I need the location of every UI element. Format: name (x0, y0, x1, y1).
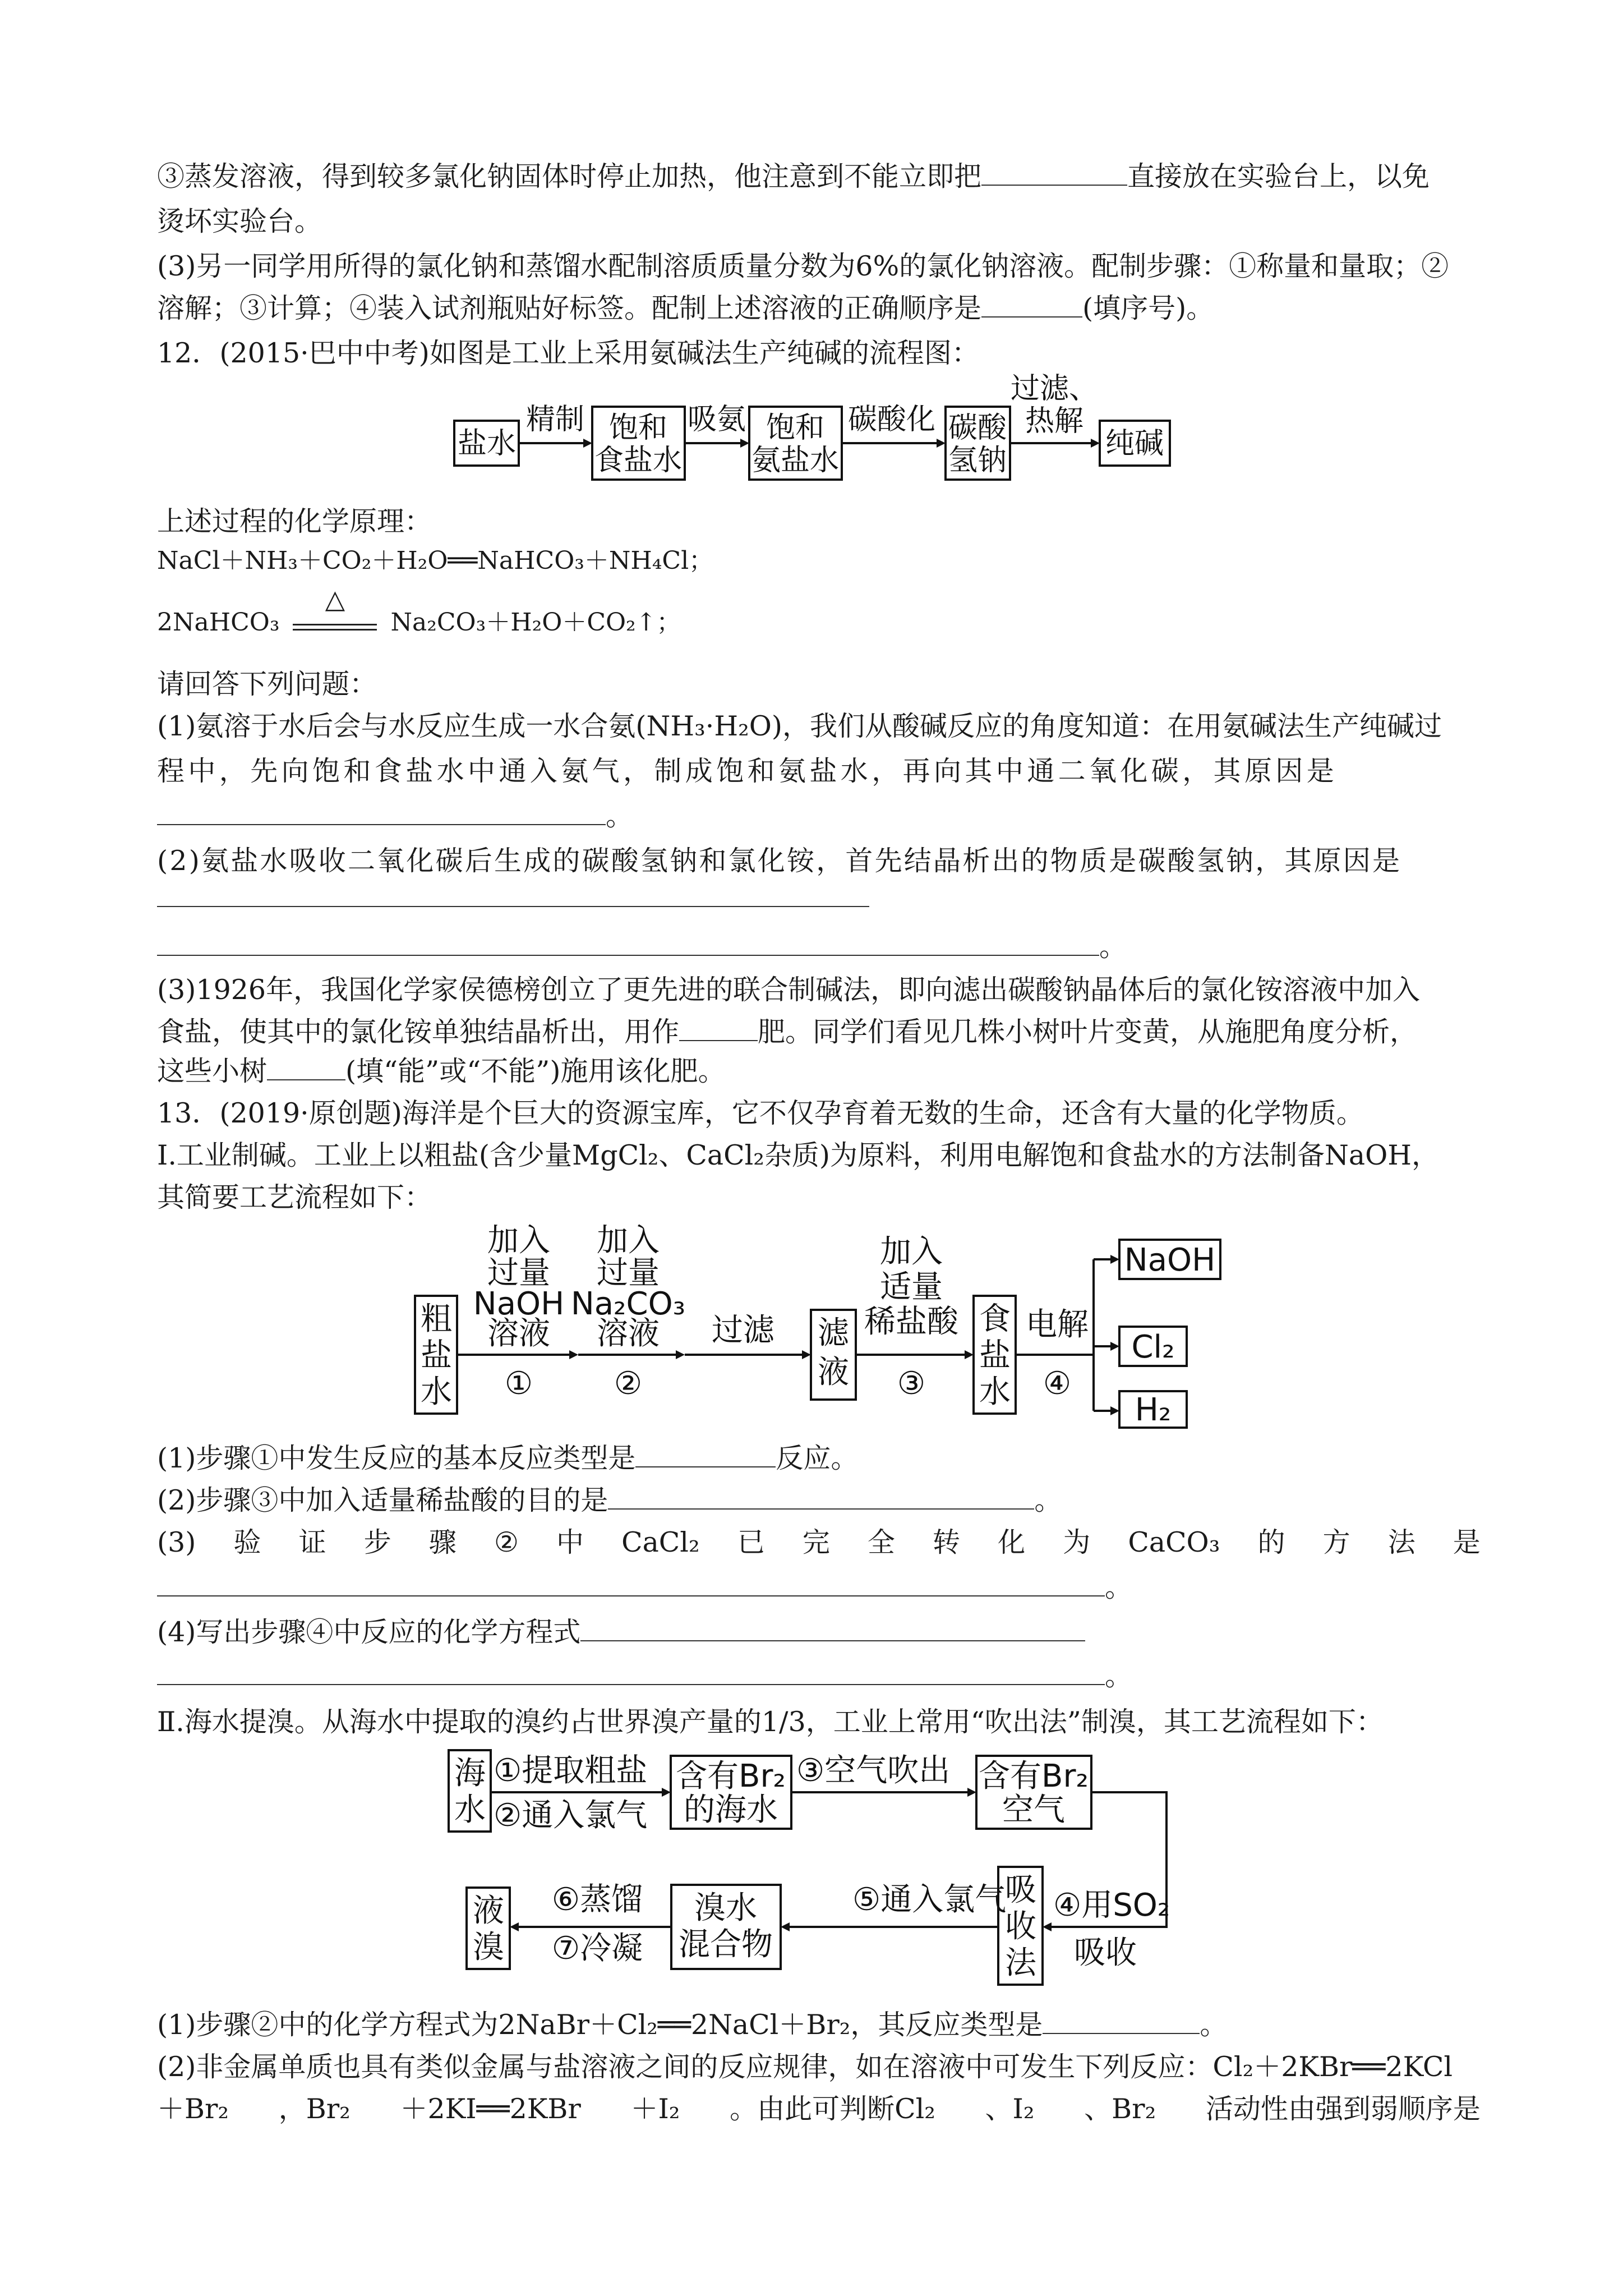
arrow-head (569, 1350, 578, 1359)
flow-arrow-label: 溶液 (487, 1315, 550, 1352)
text-line: (1)氨溶于水后会与水反应生成一水合氨(NH₃·H₂O)，我们从酸碱反应的角度知道：在用氨碱法生产纯碱过 (157, 710, 1442, 742)
flow-box-label: 盐 (979, 1337, 1011, 1374)
text-line (157, 292, 1214, 325)
answer-blank[interactable] (267, 1075, 345, 1080)
equation-product: Na₂CO₃＋H₂O＋CO₂↑； (390, 608, 681, 637)
flow-box-label: 滤 (818, 1315, 849, 1351)
arrow-head (937, 439, 946, 448)
answer-blank[interactable] (157, 906, 869, 907)
flow-box-label: NaOH (1124, 1242, 1216, 1278)
equation-2 (157, 584, 681, 639)
text-span: 直接放在实验台上，以免 (1127, 160, 1430, 192)
flow-arrow-label: ⑦冷凝 (551, 1930, 643, 1967)
arrow-head (802, 1350, 811, 1359)
flow-arrow-label: 适量 (880, 1269, 943, 1305)
text-line (157, 2008, 1227, 2042)
flow-box-label: 海 (454, 1755, 486, 1792)
text-span: 。 (606, 800, 634, 832)
step-number: ② (614, 1365, 643, 1402)
arrow-head (740, 439, 749, 448)
text-span: 完 (802, 1526, 830, 1558)
equation-condition (293, 584, 377, 631)
flow-box-label: 粗 (421, 1301, 452, 1337)
text-line (157, 1659, 1132, 1693)
flow-box-label: 空气 (1002, 1792, 1065, 1828)
answer-blank[interactable] (157, 1680, 1105, 1685)
flow-arrow-label: 碳酸化 (847, 403, 936, 436)
text-span: ＋Br₂ (157, 2093, 229, 2125)
text-span: 。由此可判断Cl₂ (730, 2093, 935, 2125)
flow-arrow-label: ③空气吹出 (796, 1752, 951, 1789)
arrow-head (662, 1788, 671, 1797)
question-13-title: 13．(2019·原创题)海洋是个巨大的资源宝库，它不仅孕育着无数的生命，还含有大量的化学物质。 (157, 1097, 1364, 1129)
answer-blank[interactable] (157, 1591, 1105, 1596)
text-line: 烫坏实验台。 (157, 205, 322, 237)
flow-box-label: 的海水 (684, 1792, 778, 1828)
flow-box-label: 含有Br₂ (979, 1758, 1089, 1795)
answer-blank[interactable] (157, 950, 1099, 956)
answer-blank[interactable] (1043, 2028, 1200, 2034)
text-span: ＋2KI══2KBr (400, 2093, 581, 2125)
equals-bar (293, 624, 377, 631)
text-span: 。 (1034, 1484, 1062, 1516)
arrow-head (1110, 1342, 1119, 1351)
text-span: 活动性由强到弱顺序是 (1205, 2093, 1481, 2125)
text-span: (2)步骤③中加入适量稀盐酸的目的是 (157, 1484, 608, 1516)
flow-box-label: 纯碱 (1105, 427, 1164, 461)
text-span: 证 (298, 1526, 326, 1558)
flow-box-label: 水 (421, 1374, 452, 1410)
text-span: (3) (157, 1526, 196, 1558)
text-span: (4)写出步骤④中反应的化学方程式 (157, 1616, 581, 1648)
flow-box-label: 溴 (473, 1929, 504, 1966)
text-span: 化 (998, 1526, 1026, 1558)
flow-box-label: 吸 (1005, 1872, 1036, 1908)
text-line-justified (157, 2092, 1481, 2126)
text-span: (1)步骤①中发生反应的基本反应类型是 (157, 1442, 636, 1474)
text-span: 法 (1387, 1526, 1415, 1558)
flow-box-label: 溴水 (694, 1890, 757, 1926)
arrow-head (1110, 1255, 1119, 1264)
arrow-head (676, 1350, 685, 1359)
text-span: 验 (233, 1526, 261, 1558)
arrow-head (1091, 439, 1100, 448)
text-span: ③蒸发溶液，得到较多氯化钠固体时停止加热，他注意到不能立即把 (157, 160, 982, 192)
arrow-head (1043, 1922, 1052, 1931)
text-span: ② (494, 1526, 519, 1558)
arrow-head (967, 1788, 976, 1797)
flow-box-label: 盐 (421, 1337, 452, 1374)
flow-box-label: 氨盐水 (751, 444, 840, 477)
text-line: (3)1926年，我国化学家侯德榜创立了更先进的联合制碱法，即向滤出碳酸钠晶体后的氯化铵溶液中加入 (157, 974, 1421, 1006)
text-span: 肥。同学们看见几株小树叶片变黄，从施肥角度分析， (758, 1016, 1418, 1048)
question-12-title: 12．(2015·巴中中考)如图是工业上采用氨碱法生产纯碱的流程图： (157, 337, 979, 369)
text-span: 这些小树 (157, 1055, 268, 1087)
text-span: ＋I₂ (630, 2093, 680, 2125)
text-line: Ⅰ.工业制碱。工业上以粗盐(含少量MgCl₂、CaCl₂杂质)为原料，利用电解饱和食盐水的方法制备NaOH， (157, 1139, 1440, 1171)
text-line (157, 930, 1127, 964)
text-span: 、Br₂ (1084, 2093, 1156, 2125)
text-line: (3)另一同学用所得的氯化钠和蒸馏水配制溶质质量分数为6%的氯化钠溶液。配制步骤：①称量和量取；② (157, 250, 1449, 282)
flow-arrow-label: 过滤 (712, 1312, 774, 1349)
flow-arrow-label: ②通入氯气 (494, 1797, 648, 1834)
text-line: 其简要工艺流程如下： (157, 1181, 432, 1213)
flow-arrow-label: 过滤、 (1010, 372, 1099, 406)
flow-box-label: 水 (979, 1374, 1011, 1410)
flow-box-label: 饱和 (766, 411, 825, 445)
flow-box-label: 收 (1005, 1908, 1036, 1945)
flow-box-label: 食盐水 (594, 444, 683, 477)
text-line: 请回答下列问题： (157, 668, 377, 700)
text-span: (1)步骤②中的化学方程式为2NaBr＋Cl₂══2NaCl＋Br₂，其反应类型是 (157, 2009, 1043, 2041)
caustic-soda-flow-diagram (393, 1217, 1234, 1430)
answer-blank[interactable] (981, 180, 1127, 186)
text-span: 是 (1453, 1526, 1481, 1558)
text-span: 。 (1105, 1660, 1133, 1692)
text-line: (2)氨盐水吸收二氧化碳后生成的碳酸氢钠和氯化铵，首先结晶析出的物质是碳酸氢钠，其原因是 (157, 845, 1402, 877)
answer-blank[interactable] (981, 312, 1082, 318)
equation-1: NaCl＋NH₃＋CO₂＋H₂O══NaHCO₃＋NH₄Cl； (157, 546, 714, 575)
flow-arrow-label: 电解 (1026, 1306, 1089, 1343)
flow-box-label: 盐水 (457, 427, 517, 461)
heat-symbol: △ (325, 584, 345, 614)
arrow-head (510, 1922, 519, 1931)
flow-arrow-label: 过量 (597, 1255, 660, 1291)
answer-blank[interactable] (608, 1504, 1034, 1510)
text-span: 已 (737, 1526, 765, 1558)
text-span: 骤 (428, 1526, 457, 1558)
text-span: 转 (933, 1526, 961, 1558)
text-span: 。 (1099, 931, 1127, 963)
flow-arrow-label: 加入 (597, 1222, 660, 1259)
flow-box-label: H₂ (1135, 1392, 1172, 1428)
flow-arrow-label: 溶液 (597, 1315, 660, 1352)
answer-blank[interactable] (635, 1462, 776, 1467)
flow-arrow-label: ⑥蒸馏 (551, 1881, 643, 1918)
text-span: 反应。 (776, 1442, 859, 1474)
answer-blank[interactable] (157, 820, 606, 825)
text-span: 全 (867, 1526, 895, 1558)
flow-box-label: 液 (473, 1893, 504, 1929)
text-span: 。 (1105, 1571, 1133, 1603)
flow-box-label: 食 (979, 1301, 1011, 1337)
text-span: 食盐，使其中的氯化铵单独结晶析出，用作 (157, 1016, 680, 1048)
flow-arrow-label: 吸收 (1074, 1935, 1137, 1971)
answer-blank[interactable] (580, 1636, 1085, 1641)
text-line: (2)非金属单质也具有类似金属与盐溶液之间的反应规律，如在溶液中可发生下列反应：Cl₂＋2KBr══2KCl (157, 2051, 1453, 2083)
text-line (157, 1442, 858, 1475)
equation-reactant: 2NaHCO₃ (157, 608, 280, 637)
flow-arrow-label: 稀盐酸 (864, 1304, 958, 1340)
flow-box-label: 混合物 (679, 1926, 773, 1963)
flow-box-label: 水 (454, 1792, 486, 1828)
flow-arrow-label: ⑤通入氯气 (852, 1881, 1007, 1918)
step-number: ④ (1043, 1365, 1072, 1402)
flow-arrow-label: 吸氨 (687, 403, 746, 436)
text-line (157, 799, 633, 833)
text-line: 程中，先向饱和食盐水中通入氨气，制成饱和氨盐水，再向其中通二氧化碳，其原因是 (157, 755, 1338, 787)
step-number: ① (504, 1365, 533, 1402)
text-span: 、I₂ (985, 2093, 1035, 2125)
arrow-head (781, 1922, 790, 1931)
text-span: CaCO₃ (1128, 1526, 1220, 1558)
text-line: 上述过程的化学原理： (157, 505, 432, 537)
text-span: ，Br₂ (278, 2093, 351, 2125)
flow-box-label: 饱和 (608, 411, 668, 445)
flow-box-label: 氢钠 (948, 444, 1007, 477)
flow-arrow-label: ④用SO₂ (1053, 1887, 1170, 1924)
flow-arrow-label: 精制 (525, 403, 585, 436)
flow-box-label: 法 (1005, 1945, 1036, 1981)
flow-arrow-label: 热解 (1025, 404, 1084, 438)
text-line (157, 1616, 1085, 1649)
answer-blank[interactable] (679, 1036, 758, 1041)
text-span: 方 (1322, 1526, 1350, 1558)
flow-arrow-label: Na₂CO₃ (570, 1286, 686, 1322)
text-line-justified (157, 1526, 1481, 1559)
text-line: Ⅱ.海水提溴。从海水中提取的溴约占世界溴产量的1/3，工业上常用“吹出法”制溴，其工艺流程如下： (157, 1706, 1384, 1738)
flow-box-label: 含有Br₂ (676, 1758, 786, 1795)
flow-box-label: Cl₂ (1131, 1329, 1175, 1365)
arrow-head (583, 439, 592, 448)
text-span: 为 (1063, 1526, 1091, 1558)
text-span: (填“能”或“不能”)施用该化肥。 (345, 1055, 726, 1087)
step-number: ③ (897, 1365, 926, 1402)
flow-arrow-label: 加入 (880, 1234, 943, 1270)
text-span: 的 (1257, 1526, 1285, 1558)
text-line (157, 1015, 1417, 1049)
flow-arrow-label: 加入 (487, 1222, 550, 1259)
flow-arrow-label: 过量 (487, 1255, 550, 1291)
text-line (157, 160, 1430, 194)
flow-arrow-label: NaOH (473, 1286, 565, 1322)
text-span: 。 (1200, 2009, 1228, 2041)
text-line (157, 1484, 1062, 1517)
flow-box-label: 碳酸 (948, 411, 1007, 445)
flow-box-label: 液 (818, 1354, 849, 1391)
flow-arrow-label: ①提取粗盐 (494, 1752, 648, 1789)
text-span: 溶解；③计算；④装入试剂瓶贴好标签。配制上述溶液的正确顺序是 (157, 292, 982, 324)
text-span: (填序号)。 (1082, 292, 1214, 324)
arrow-head (1110, 1406, 1119, 1415)
text-span: 中 (556, 1526, 584, 1558)
ammonia-soda-flow-diagram (443, 370, 1189, 488)
bromine-extraction-flow-diagram (437, 1739, 1211, 1997)
arrow-head (965, 1350, 974, 1359)
text-span: 步 (363, 1526, 391, 1558)
text-line (157, 1055, 725, 1088)
text-span: CaCl₂ (621, 1526, 700, 1558)
text-line (157, 1571, 1132, 1604)
